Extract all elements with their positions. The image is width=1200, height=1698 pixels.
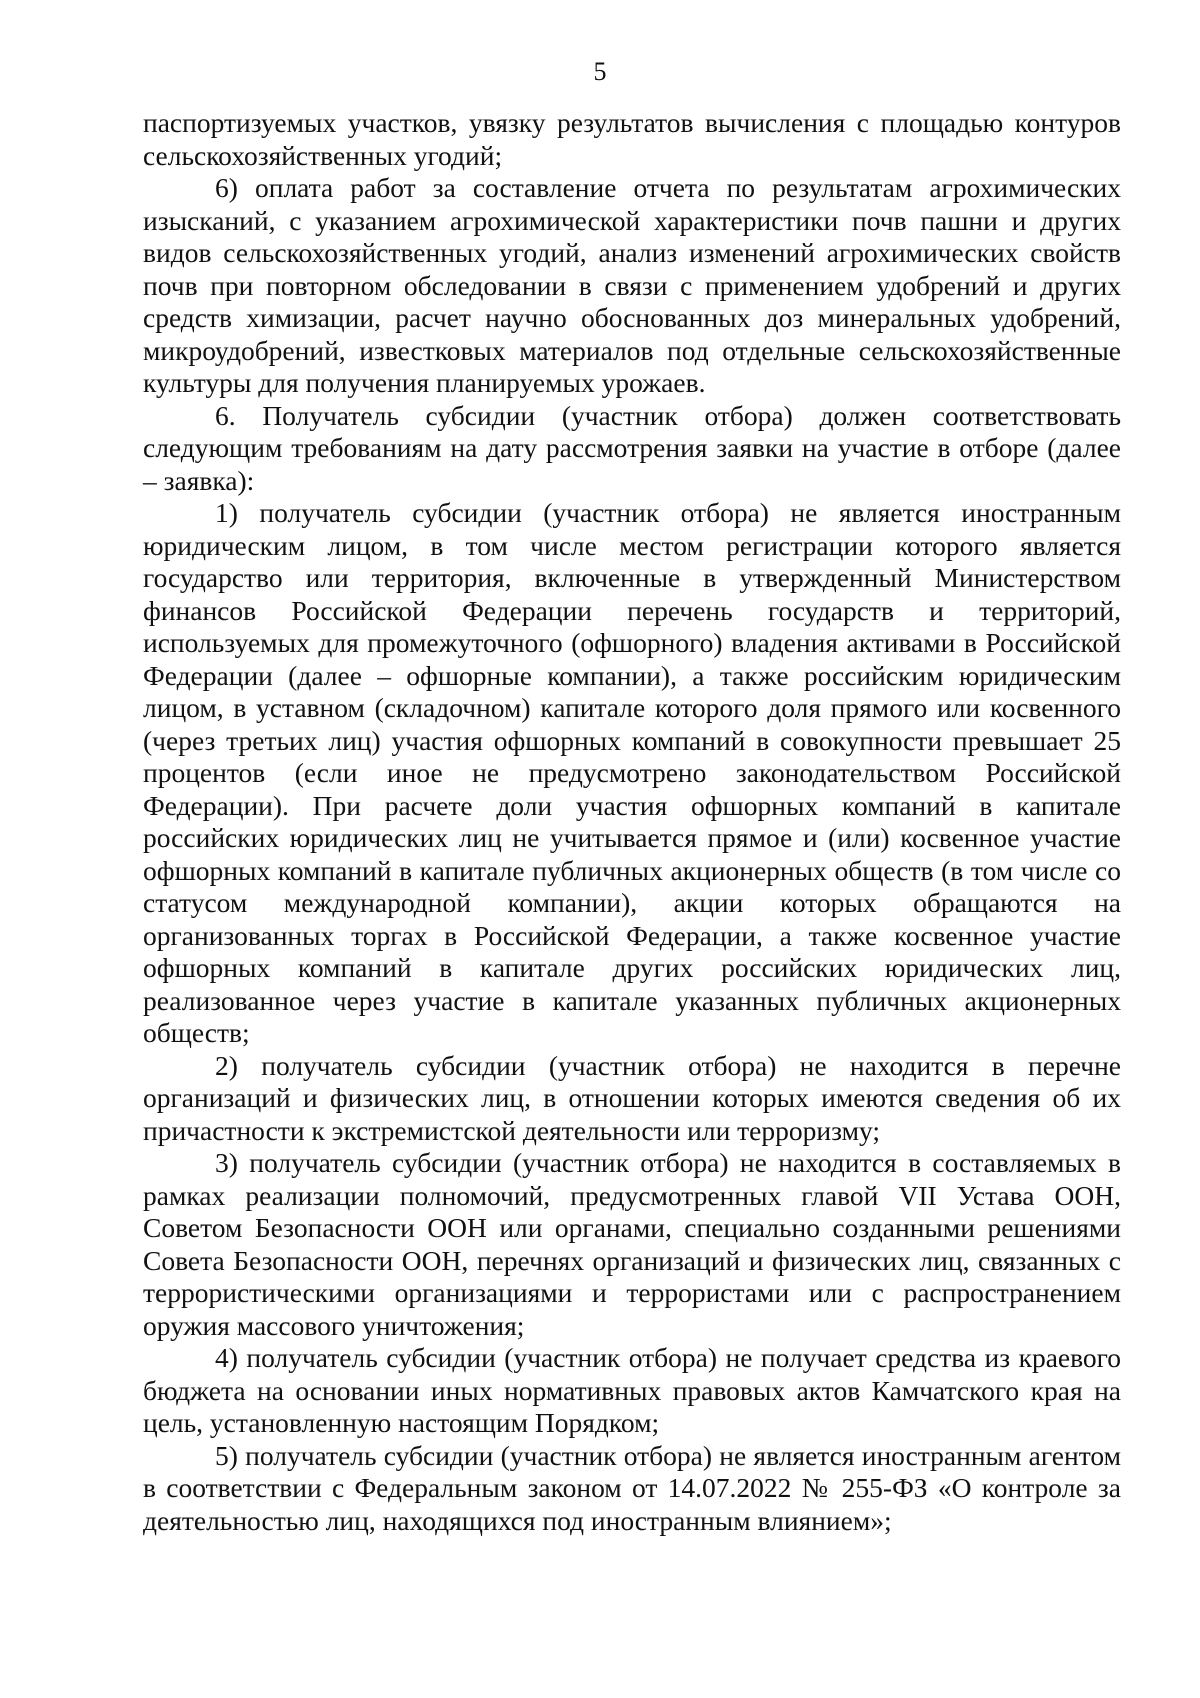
document-body bbox=[143, 107, 1121, 1537]
paragraph-requirement-1: 1) получатель субсидии (участник отбора) не является иностранным юридическим лицом, в том числе местом регистрации которого является государство или территория, включенные в утвержденный Министерством финансов Российской Федерации перечень государств и территорий, используемых для промежуточного (офшорного) владения активами в Российской Федерации (далее – офшорные компании), а также российским юридическим лицом, в уставном (складочном) капитале которого доля прямого или косвенного (через третьих лиц) участия офшорных компаний в совокупности превышает 25 процентов (если иное не предусмотрено законодательством Российской Федерации). При расчете доли участия офшорных компаний в капитале российских юридических лиц не учитывается прямое и (или) косвенное участие офшорных компаний в капитале публичных акционерных обществ (в том числе со статусом международной компании), акции которых обращаются на организованных торгах в Российской Федерации, а также косвенное участие офшорных компаний в капитале других российских юридических лиц, реализованное через участие в капитале указанных публичных акционерных обществ; bbox=[143, 497, 1121, 1048]
paragraph-section-6-requirements: 6. Получатель субсидии (участник отбора) должен соответствовать следующим требованиям на дату рассмотрения заявки на участие в отборе (далее – заявка): bbox=[143, 399, 1121, 496]
paragraph-requirement-3: 3) получатель субсидии (участник отбора) не находится в составляемых в рамках реализации полномочий, предусмотренных главой VII Устава ООН, Советом Безопасности ООН или органами, специально созданными решениями Совета Безопасности ООН, перечнях организаций и физических лиц, связанных с террористическими организациями и террористами или с распространением оружия массового уничтожения; bbox=[143, 1147, 1121, 1341]
page-number: 5 bbox=[593, 57, 607, 86]
paragraph-requirement-4: 4) получатель субсидии (участник отбора) не получает средства из краевого бюджета на основании иных нормативных правовых актов Камчатского края на цель, установленную настоящим Порядком; bbox=[143, 1342, 1121, 1438]
paragraph-continuation: паспортизуемых участков, увязку результатов вычисления с площадью контуров сельскохозяйственных угодий; bbox=[143, 107, 1121, 171]
paragraph-requirement-5: 5) получатель субсидии (участник отбора) не является иностранным агентом в соответствии с Федеральным законом от 14.07.2022 № 255-ФЗ «О контроле за деятельностью лиц, находящихся под иностранным влиянием»; bbox=[143, 1439, 1121, 1536]
paragraph-item-6-payment: 6) оплата работ за составление отчета по результатам агрохимических изысканий, с указанием агрохимической характеристики почв пашни и других видов сельскохозяйственных угодий, анализ изменений агрохимических свойств почв при повторном обследовании в связи с применением удобрений и других средств химизации, расчет научно обоснованных доз минеральных удобрений, микроудобрений, известковых материалов под отдельные сельскохозяйственные культуры для получения планируемых урожаев. bbox=[143, 172, 1121, 398]
paragraph-requirement-2: 2) получатель субсидии (участник отбора) не находится в перечне организаций и физических лиц, в отношении которых имеются сведения об их причастности к экстремистской деятельности или терроризму; bbox=[143, 1049, 1121, 1146]
